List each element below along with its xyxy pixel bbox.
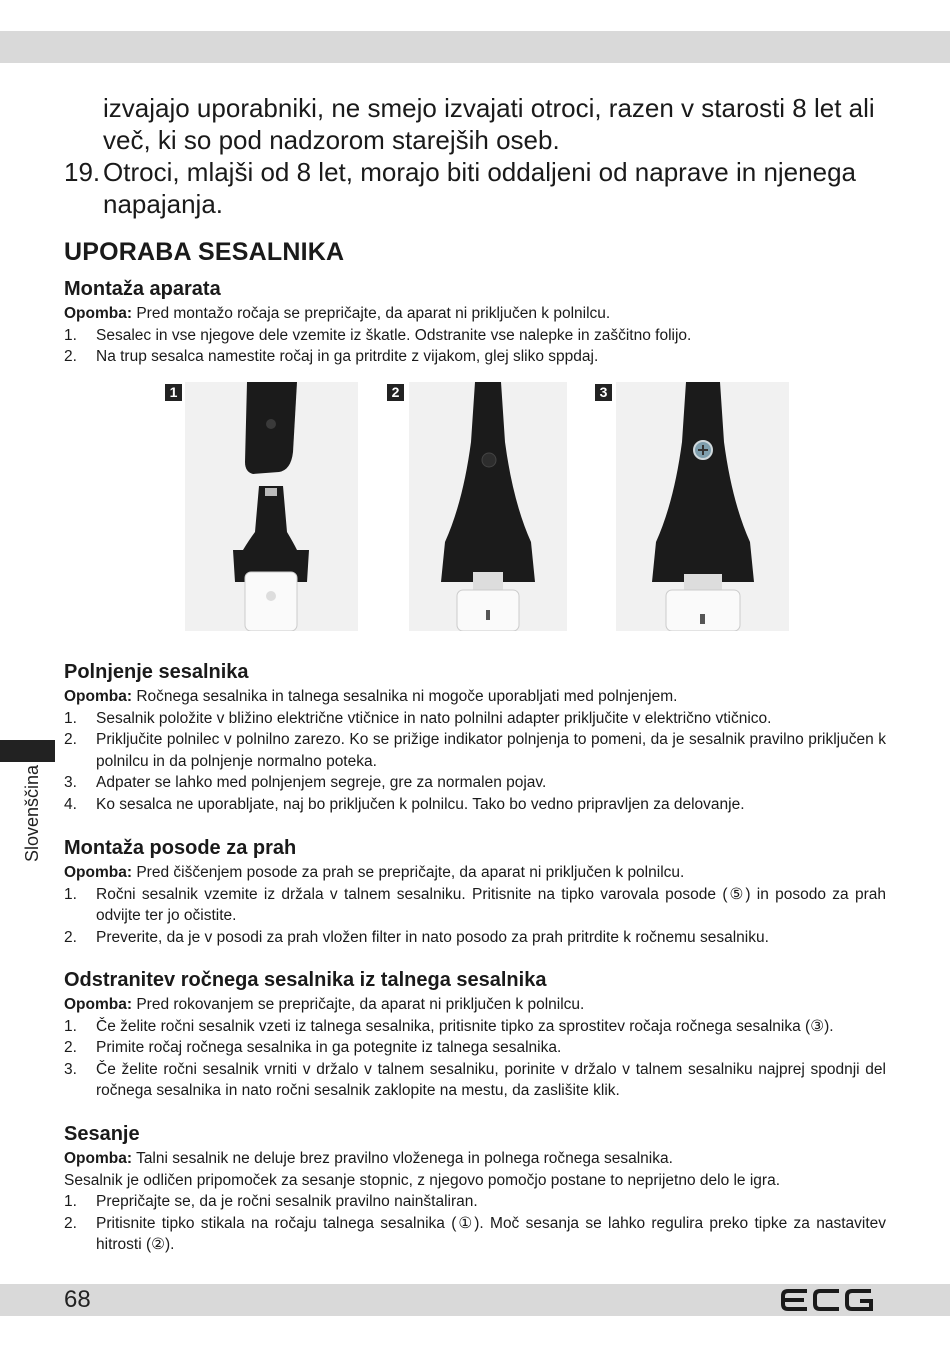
list-text: Sesalnik položite v bližino električne vtičnice in nato polnilni adapter priključite v električno vtičnico. <box>96 709 772 727</box>
figure-photo-3 <box>616 382 789 631</box>
removal-section <box>64 967 886 1102</box>
list-item <box>64 1037 886 1059</box>
list-item <box>64 772 886 794</box>
list-text: Sesalec in vse njegove dele vzemite iz škatle. Odstranite vse nalepke in zaščitno folijo. <box>96 326 692 344</box>
list-number: 1. <box>64 885 77 903</box>
list-item <box>64 708 886 730</box>
list-text: Ko sesalca ne uporabljate, naj bo priključen k polnilcu. Tako bo vedno pripravljen za delovanje. <box>96 795 745 813</box>
list-number: 1. <box>64 709 77 727</box>
subsection-title: Polnjenje sesalnika <box>64 661 249 683</box>
ecg-logo <box>780 1287 874 1313</box>
note-text: Pred rokovanjem se prepričajte, da aparat ni priključen k polnilcu. <box>136 996 585 1013</box>
list-item <box>64 325 886 347</box>
note <box>64 862 886 884</box>
list-text: Ročni sesalnik vzemite iz držala v talnem sesalniku. Pritisnite na tipko varovala posode (⑤) in posodo za prah odvijte ter jo očistite. <box>96 885 886 924</box>
steps-list <box>64 884 886 949</box>
list-text: Pritisnite tipko stikala na ročaju talnega sesalnika (①). Moč sesanja se lahko regulira preko tipke za nastavitev hitrosti (②). <box>96 1214 886 1253</box>
list-item <box>64 346 886 368</box>
list-text: Prepričajte se, da je ročni sesalnik pravilno nainštaliran. <box>96 1193 478 1210</box>
subsection-title: Sesanje <box>64 1123 140 1145</box>
note-label: Opomba: <box>64 688 133 705</box>
list-text: Otroci, mlajši od 8 let, morajo biti oddaljeni od naprave in njenega napajanja. <box>103 157 856 219</box>
steps-list <box>64 1191 886 1256</box>
list-number: 2. <box>64 928 77 946</box>
subsection-title: Odstranitev ročnega sesalnika iz talnega sesalnika <box>64 969 547 991</box>
list-item <box>64 1191 886 1213</box>
charging-section <box>64 659 886 815</box>
subsection-title: Montaža aparata <box>64 278 221 300</box>
note <box>64 303 886 325</box>
note-label: Opomba: <box>64 305 133 322</box>
header-bar <box>0 31 950 63</box>
list-number: 1. <box>64 1017 77 1035</box>
list-item <box>64 1059 886 1102</box>
note <box>64 686 886 708</box>
steps-list <box>64 1016 886 1102</box>
section-title: UPORABA SESALNIKA <box>64 238 345 266</box>
list-item <box>64 927 886 949</box>
note-text: Ročnega sesalnika in talnega sesalnika ni mogoče uporabljati med polnjenjem. <box>136 688 678 705</box>
list-number: 3. <box>64 1060 77 1078</box>
list-number: 1. <box>64 1193 77 1210</box>
language-tab <box>0 740 55 762</box>
note <box>64 994 886 1016</box>
list-text: Če želite ročni sesalnik vzeti iz talnega sesalnika, pritisnite tipko za sprostitev ročaja ročnega sesalnika (③). <box>96 1017 834 1035</box>
list-item <box>64 729 886 772</box>
list-number: 4. <box>64 795 77 813</box>
safety-continuation: izvajajo uporabniki, ne smejo izvajati otroci, razen v starosti 8 let ali več, ki so pod nadzorom starejših oseb. <box>103 93 875 155</box>
list-item <box>64 1016 886 1038</box>
list-text: Preverite, da je v posodi za prah vložen filter in nato posodo za prah pritrdite k ročnemu sesalniku. <box>96 928 769 946</box>
list-number: 3. <box>64 774 77 791</box>
note-text: Pred montažo ročaja se prepričajte, da aparat ni priključen k polnilcu. <box>136 305 611 322</box>
note-label: Opomba: <box>64 864 133 881</box>
steps-list <box>64 325 886 368</box>
paragraph: Sesalnik je odličen pripomoček za sesanje stopnic, z njegovo pomočjo postane to neprijetno delo le igra. <box>64 1171 781 1189</box>
list-number: 2. <box>64 1039 77 1056</box>
note <box>64 1148 886 1170</box>
note-label: Opomba: <box>64 1150 133 1167</box>
assembly-section <box>64 276 886 368</box>
figure-badge-3: 3 <box>595 384 612 401</box>
list-text: Priključite polnilec v polnilno zarezo. Ko se prižige indikator polnjenja to pomeni, da je sesalnik pravilno priključen k polnilcu in da polnjenje normalno poteka. <box>96 731 886 770</box>
figure-photo-2 <box>409 382 567 631</box>
figure-badge-1: 1 <box>165 384 182 401</box>
list-text: Primite ročaj ročnega sesalnika in ga potegnite iz talnega sesalnika. <box>96 1039 562 1056</box>
figure-badge-2: 2 <box>387 384 404 401</box>
note-label: Opomba: <box>64 996 133 1013</box>
list-number: 19. <box>64 157 101 187</box>
list-text: Če želite ročni sesalnik vrniti v držalo v talnem sesalniku, porinite v držalo v talnem sesalniku najprej spodnji del ročnega sesalnika in nato ročni sesalnik zaklopite na mestu, da zaslišite klik. <box>96 1060 886 1099</box>
subsection-title: Montaža posode za prah <box>64 837 297 859</box>
list-text: Na trup sesalca namestite ročaj in ga pritrdite z vijakom, glej sliko sppdaj. <box>96 348 599 365</box>
dust-container-section <box>64 835 886 948</box>
safety-item-19 <box>64 156 894 220</box>
list-item <box>64 884 886 927</box>
note-text: Talni sesalnik ne deluje brez pravilno vloženega in polnega ročnega sesalnika. <box>136 1150 673 1167</box>
steps-list <box>64 708 886 816</box>
list-text: Adpater se lahko med polnjenjem segreje, gre za normalen pojav. <box>96 774 547 791</box>
list-item <box>64 794 886 816</box>
language-label: Slovenščina <box>22 764 42 862</box>
list-number: 1. <box>64 326 77 344</box>
list-number: 2. <box>64 1214 77 1232</box>
list-number: 2. <box>64 731 77 748</box>
vacuuming-section <box>64 1121 886 1256</box>
note-text: Pred čiščenjem posode za prah se prepričajte, da aparat ni priključen k polnilcu. <box>136 864 685 881</box>
page-number: 68 <box>64 1286 91 1313</box>
list-number: 2. <box>64 348 77 365</box>
figure-photo-1 <box>185 382 358 631</box>
list-item <box>64 1213 886 1256</box>
